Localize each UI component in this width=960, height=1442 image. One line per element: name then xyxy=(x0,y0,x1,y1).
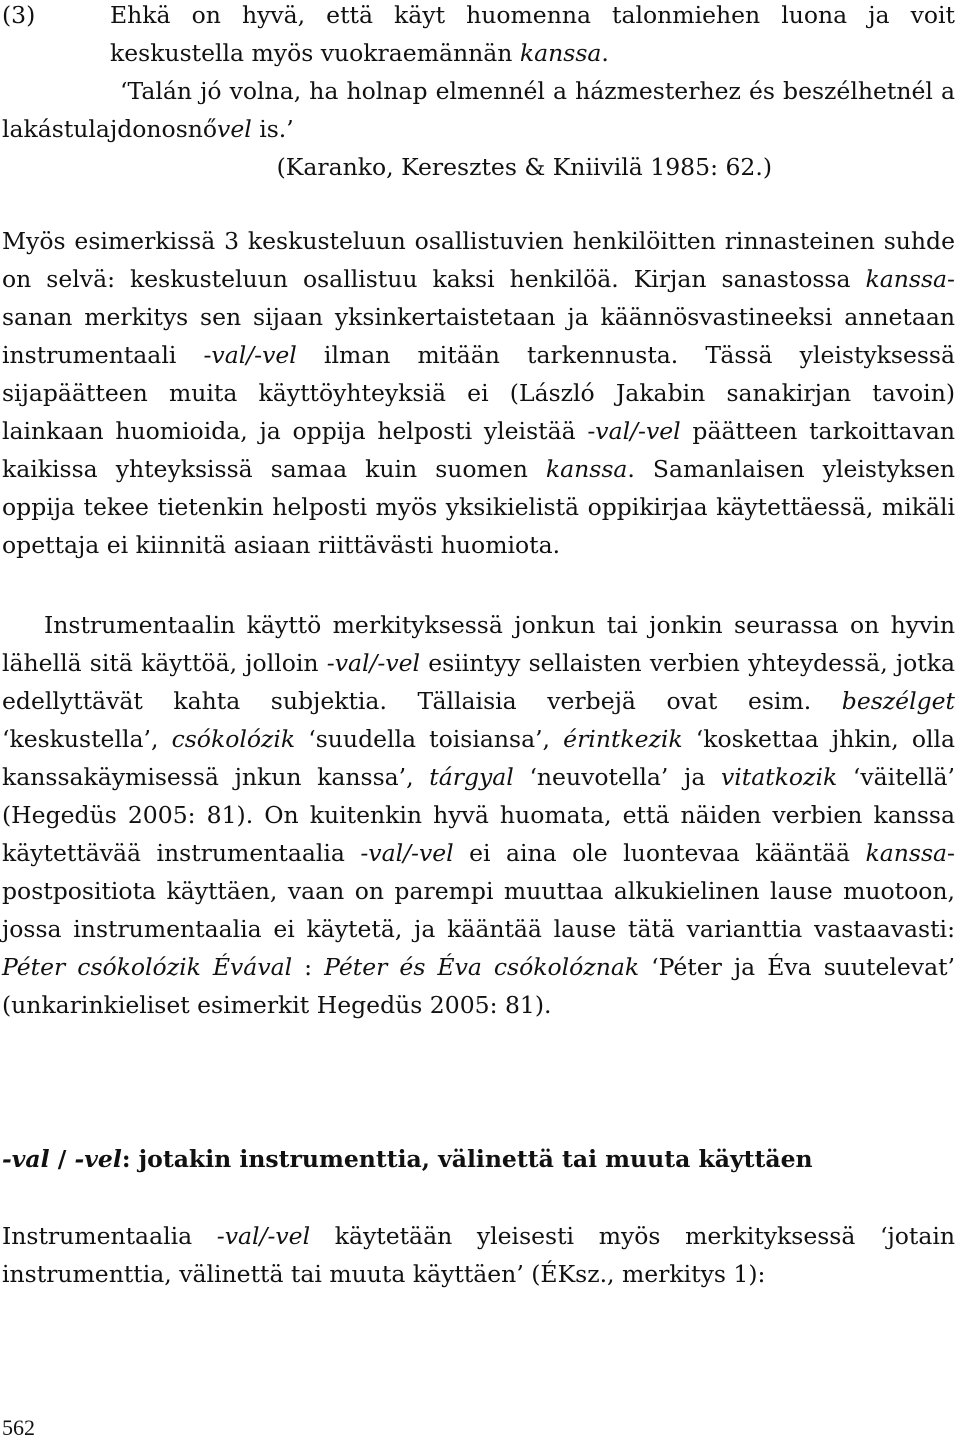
example-number: (3) xyxy=(2,1,36,29)
page-number: 562 xyxy=(2,1415,35,1440)
section-heading: -val / -vel: jotakin instrumenttia, välinettä tai muuta käyttäen xyxy=(2,1145,813,1173)
example-finnish-sentence: Ehkä on hyvä, että käyt huomenna talonmiehen luona ja voit keskustella myös vuokraemännän kanssa. xyxy=(110,1,955,67)
example-citation: (Karanko, Keresztes & Kniivilä 1985: 62.) xyxy=(276,153,772,181)
paragraph-1: Myös esimerkissä 3 keskusteluun osallistuvien henkilöitten rinnasteinen suhde on selvä: keskusteluun osallistuu kaksi henkilöä. Kirjan sanastossa kanssa-sanan merkitys sen sijaan yksinkertaistetaan ja käännösvastineeksi annetaan instrumentaali -val/-vel ilman mitään tarkennusta. Tässä yleistyksessä sijapäätteen muita käyttöyhteyksiä ei (László Jakabin sanakirjan tavoin) lainkaan huomioida, ja oppija helposti yleistää -val/-vel päätteen tarkoittavan kaikissa yhteyksissä samaa kuin suomen kanssa. Samanlaisen yleistyksen oppija tekee tietenkin helposti myös yksikielistä oppikirjaa käytettäessä, mikäli opettaja ei kiinnitä asiaan riittävästi huomiota. xyxy=(2,227,955,559)
example-finnish-row xyxy=(2,0,955,72)
paragraph-2: Instrumentaalin käyttö merkityksessä jonkun tai jonkin seurassa on hyvin lähellä sitä käyttöä, jolloin -val/-vel esiintyy sellaisten verbien yhteydessä, jotka edellyttävät kahta subjektia. Tällaisia verbejä ovat esim. beszélget ‘keskustella’, csókolózik ‘suudella toisiansa’, érintkezik ‘koskettaa jhkin, olla kanssakäymisessä jnkun kanssa’, tárgyal ‘neuvotella’ ja vitatkozik ‘väitellä’ (Hegedüs 2005: 81). On kuitenkin hyvä huomata, että näiden verbien kanssa käytettävää instrumentaalia -val/-vel ei aina ole luontevaa kääntää kanssa-postpositiota käyttäen, vaan on parempi muuttaa alkukielinen lause muotoon, jossa instrumentaalia ei käytetä, ja kääntää lause tätä varianttia vastaavasti: Péter csókolózik Évával : Péter és Éva csókolóznak ‘Péter ja Éva suutelevat’ (unkarinkieliset esimerkit Hegedüs 2005: 81). xyxy=(2,611,956,1019)
paragraph-3: Instrumentaalia -val/-vel käytetään yleisesti myös merkityksessä ‘jotain instrumenttia, välinettä tai muuta käyttäen’ (ÉKsz., merkitys 1): xyxy=(2,1222,956,1288)
example-3 xyxy=(2,0,955,186)
example-hungarian-translation: ‘Talán jó volna, ha holnap elmennél a házmesterhez és beszélhetnél a lakástulajdonosnővel is.’ xyxy=(2,77,955,143)
